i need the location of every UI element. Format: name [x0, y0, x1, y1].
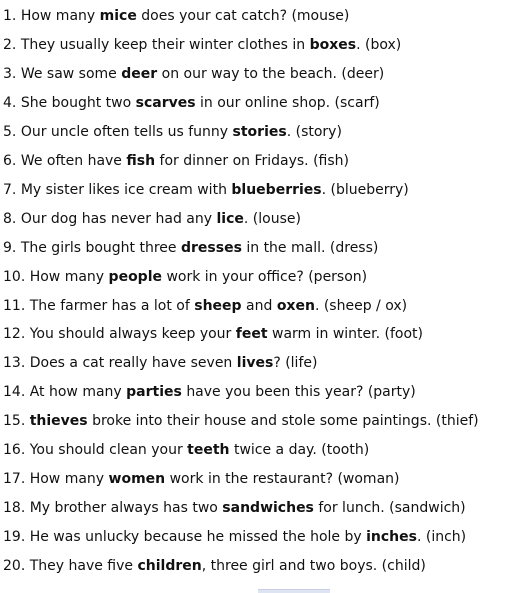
sentence-line [3, 209, 301, 229]
sentence-line [3, 353, 317, 373]
sentence-text-before: My sister likes ice cream with [20, 181, 227, 198]
sentence-number: 17. [3, 471, 26, 488]
sentence-text-before: They have five [29, 558, 134, 574]
sentence-line [3, 238, 378, 258]
sentence-number: 1. [3, 8, 17, 24]
sentence-text-before: We saw some [20, 65, 117, 82]
sentence-line [3, 180, 409, 200]
sentence-number: 20. [3, 558, 26, 574]
sentence-text-after: in our online shop. (scarf) [200, 94, 380, 111]
sentence-text-before: She bought two [20, 94, 132, 111]
sentence-text-before: We often have [20, 152, 122, 169]
sentence-number: 3. [3, 65, 17, 82]
answer-word: feet [235, 326, 268, 343]
sentence-number: 2. [3, 37, 17, 53]
answer-word: lives [236, 355, 274, 372]
sentence-text-after: twice a day. (tooth) [233, 442, 370, 459]
sentence-line [3, 527, 466, 547]
sentence-line [3, 122, 342, 142]
sentence-number: 10. [3, 268, 26, 285]
sentence-text-after: on our way to the beach. (deer) [161, 65, 385, 82]
sentence-line [3, 6, 349, 26]
sentence-text-after: . (sheep / ox) [314, 297, 408, 314]
sentence-text-after: . (inch) [416, 529, 467, 546]
sentence-line [3, 35, 401, 55]
answer-word: scarves [135, 94, 196, 111]
sentence-line [3, 93, 380, 113]
answer-word: people [108, 268, 162, 285]
answer-word: thieves [29, 413, 88, 430]
answer-word: fish [126, 152, 156, 169]
answer-word: deer [121, 65, 158, 82]
sentence-number: 8. [3, 210, 17, 227]
answer-word: blueberries [231, 181, 322, 198]
sentence-text-before: The girls bought three [20, 239, 177, 256]
sentence-line [3, 382, 416, 402]
sentence-text-before: At how many [29, 384, 122, 401]
sentence-number: 4. [3, 94, 17, 111]
sentence-text-after: . (louse) [243, 210, 301, 227]
sentence-text-before: How many [29, 268, 105, 285]
sentence-text-before: Our dog has never had any [20, 210, 213, 227]
sentence-line [3, 64, 384, 84]
sentence-text-before: Our uncle often tells us funny [20, 123, 229, 140]
answer-word: sandwiches [222, 500, 314, 517]
sentence-text-after: for lunch. (sandwich) [318, 500, 466, 517]
sentence-line [3, 440, 369, 460]
sentence-line [3, 324, 423, 344]
answer-word: mice [99, 8, 137, 24]
sentence-number: 16. [3, 442, 26, 459]
answer-word: women [108, 471, 166, 488]
sentence-text-after: . (box) [356, 37, 402, 53]
sentence-line [3, 469, 399, 489]
sentence-text-after: work in your office? (person) [166, 268, 368, 285]
sentence-number: 13. [3, 355, 26, 372]
sentence-text-before: They usually keep their winter clothes in [20, 37, 306, 53]
answer-word: oxen [276, 297, 315, 314]
sentence-text-before: How many [29, 471, 105, 488]
answer-word: lice [216, 210, 244, 227]
sentence-number: 15. [3, 413, 26, 430]
sentence-text-before: You should clean your [29, 442, 183, 459]
sentence-text-middle: and [246, 297, 273, 314]
sentence-text-before: How many [20, 8, 96, 24]
sentence-number: 14. [3, 384, 26, 401]
answer-word: teeth [187, 442, 230, 459]
sentence-line [3, 296, 407, 316]
answer-word: dresses [180, 239, 242, 256]
sentence-number: 6. [3, 152, 17, 169]
sentence-number: 7. [3, 181, 17, 198]
sentence-text-after: . (blueberry) [321, 181, 409, 198]
sentence-text-after: . (story) [286, 123, 342, 140]
sentence-line [3, 556, 426, 576]
sentence-text-after: warm in winter. (foot) [272, 326, 423, 343]
sentence-line [3, 498, 466, 518]
sentence-text-after: for dinner on Fridays. (fish) [159, 152, 349, 169]
sentence-text-before: He was unlucky because he missed the hole by [29, 529, 362, 546]
sentence-text-before: Does a cat really have seven [29, 355, 233, 372]
sentence-number: 18. [3, 500, 26, 517]
answer-word: children [137, 558, 202, 574]
sentence-text-before: You should always keep your [29, 326, 232, 343]
sentence-text-after: ? (life) [273, 355, 318, 372]
sentence-line [3, 411, 479, 431]
sentence-text-after: work in the restaurant? (woman) [169, 471, 400, 488]
answer-word: sheep [194, 297, 242, 314]
answer-word: stories [232, 123, 287, 140]
sentence-number: 5. [3, 123, 17, 140]
sentence-text-before: My brother always has two [29, 500, 218, 517]
sentence-text-after: , three girl and two boys. (child) [201, 558, 426, 574]
sentence-number: 9. [3, 239, 17, 256]
sentence-number: 12. [3, 326, 26, 343]
sentence-text-after: does your cat catch? (mouse) [141, 8, 350, 24]
answer-word: inches [366, 529, 417, 546]
sentence-text-before: The farmer has a lot of [29, 297, 190, 314]
answer-word: boxes [309, 37, 357, 53]
sentence-number: 11. [3, 297, 26, 314]
sentence-line [3, 151, 349, 171]
sentence-text-after: have you been this year? (party) [186, 384, 416, 401]
sentence-number: 19. [3, 529, 26, 546]
sentence-line [3, 267, 367, 287]
sentence-text-after: broke into their house and stole some paintings. (thief) [92, 413, 479, 430]
sentence-text-after: in the mall. (dress) [246, 239, 379, 256]
answer-word: parties [126, 384, 182, 401]
horizontal-scroll-thumb[interactable] [258, 589, 330, 593]
